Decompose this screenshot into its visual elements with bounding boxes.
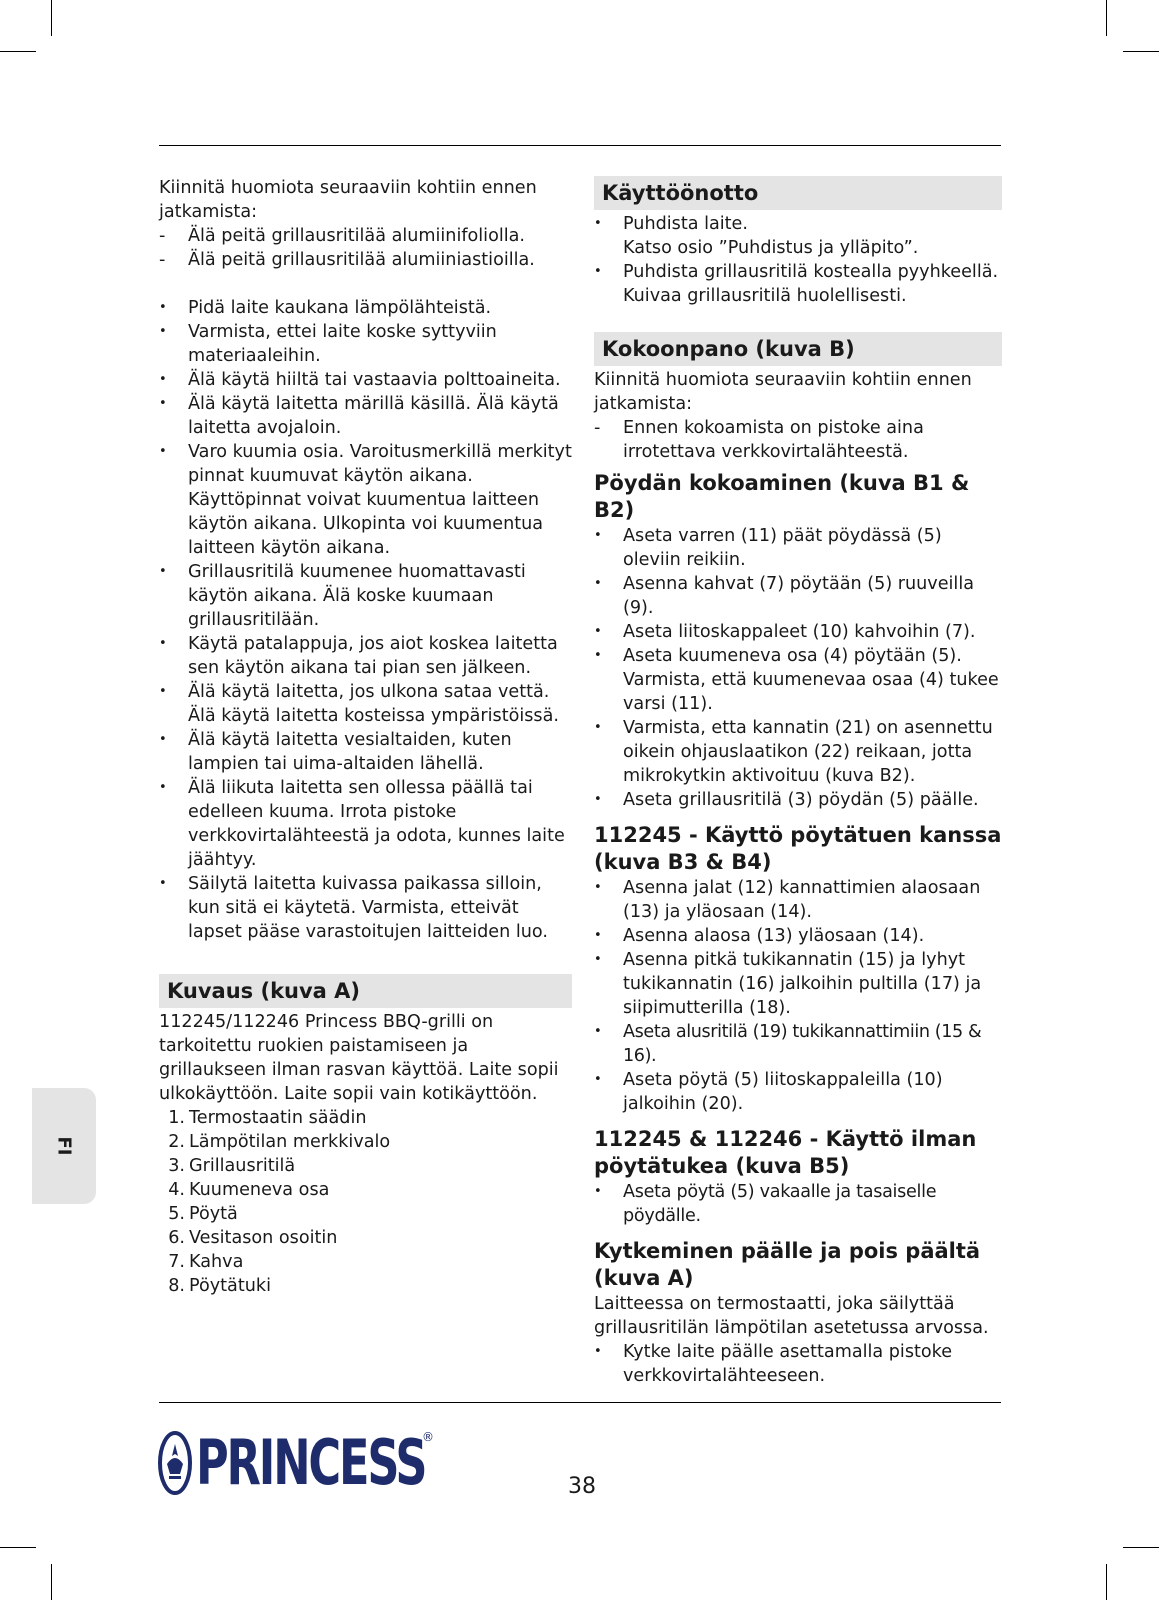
list-item: • Puhdista grillausritilä kostealla pyyhkeellä. Kuivaa grillausritilä huolellisesti.: [594, 262, 999, 306]
crop-mark: [51, 0, 52, 36]
list-item: • Aseta grillausritilä (3) pöydän (5) päälle.: [594, 790, 979, 810]
registered-mark: ®: [422, 1430, 434, 1444]
crop-mark: [1123, 51, 1159, 52]
section-title-kuvaus: Kuvaus (kuva A): [159, 974, 572, 1008]
list-item: • Puhdista laite. Katso osio ”Puhdistus ja ylläpito”.: [594, 214, 919, 258]
list-item: • Käytä patalappuja, jos aiot koskea laitetta sen käytön aikana tai pian sen jälkeen.: [159, 634, 558, 678]
right-column: [594, 176, 1002, 1388]
kokoonpano-dash-list: [594, 416, 1002, 464]
list-item: • Aseta pöytä (5) liitoskappaleilla (10) jalkoihin (20).: [594, 1070, 943, 1114]
kokoonpano-intro: jatkamista:: [594, 394, 693, 414]
list-item: • Grillausritilä kuumenee huomattavasti käytön aikana. Älä koske kuumaan grillausritilään.: [159, 562, 526, 630]
parts-list: [159, 1106, 572, 1298]
princess-logo: [158, 1428, 515, 1498]
list-item: • Asenna alaosa (13) yläosaan (14).: [594, 926, 925, 946]
list-item: • Aseta kuumeneva osa (4) pöytään (5). Varmista, että kuumenevaa osaa (4) tukee varsi (11).: [594, 646, 999, 714]
list-item: • Aseta alusritilä (19) tukikannattimiin (15 & 16).: [594, 1022, 982, 1066]
list-item: • Pidä laite kaukana lämpölähteistä.: [159, 298, 492, 318]
list-item: • Säilytä laitetta kuivassa paikassa silloin, kun sitä ei käytetä. Varmista, etteivät lapset pääse varastoitujen laitteiden luo.: [159, 874, 548, 942]
list-item: • Asenna kahvat (7) pöytään (5) ruuveilla (9).: [594, 574, 974, 618]
subsection-title-b34: 112245 - Käyttö pöytätuen kanssa (kuva B3 & B4): [594, 823, 1002, 874]
list-item: • Asenna jalat (12) kannattimien alaosaan (13) ja yläosaan (14).: [594, 878, 981, 922]
logo-wordmark: PRINCESS: [196, 1426, 426, 1499]
crop-mark: [0, 51, 36, 52]
poydan-list: [594, 524, 1002, 812]
list-item: • Aseta liitoskappaleet (10) kahvoihin (7).: [594, 622, 976, 642]
page-number: 38: [568, 1474, 596, 1499]
list-item: • Älä käytä laitetta vesialtaiden, kuten lampien tai uima-altaiden lähellä.: [159, 730, 512, 774]
list-item: 7. Kahva: [168, 1252, 244, 1272]
list-item: • Älä liikuta laitetta sen ollessa päällä tai edelleen kuuma. Irrota pistoke verkkovirtalähteestä ja odota, kunnes laite jäähtyy.: [159, 778, 565, 870]
intro-line: Kiinnitä huomiota seuraaviin kohtiin ennen: [159, 178, 537, 198]
list-item: • Aseta varren (11) päät pöydässä (5) oleviin reikiin.: [594, 526, 942, 570]
list-item: • Älä käytä laitetta, jos ulkona sataa vettä. Älä käytä laitetta kosteissa ympäristöissä.: [159, 682, 559, 726]
list-item: • Kytke laite päälle asettamalla pistoke verkkovirtalähteeseen.: [594, 1342, 953, 1386]
list-item: • Älä käytä hiiltä tai vastaavia polttoaineita.: [159, 370, 561, 390]
safety-list: [159, 296, 572, 944]
intro-line: jatkamista:: [159, 202, 258, 222]
subsection-title-b5: 112245 & 112246 - Käyttö ilman pöytätukea (kuva B5): [594, 1127, 977, 1178]
list-item: • Älä käytä laitetta märillä käsillä. Älä käytä laitetta avojaloin.: [159, 394, 559, 438]
footer-rule: [159, 1402, 1001, 1403]
kytkeminen-list: [594, 1340, 1002, 1388]
crop-mark: [0, 1547, 36, 1548]
kytkeminen-text: Laitteessa on termostaatti, joka säilyttää: [594, 1294, 955, 1314]
list-item: 8. Pöytätuki: [168, 1276, 271, 1296]
list-item: - Älä peitä grillausritilää alumiinifoliolla.: [159, 226, 525, 246]
section-title-kayttoonotto: Käyttöönotto: [594, 176, 1002, 210]
crop-mark: [1106, 1564, 1107, 1600]
crop-mark: [51, 1564, 52, 1600]
header-rule: [159, 145, 1001, 146]
crop-mark: [1106, 0, 1107, 36]
list-item: 6. Vesitason osoitin: [168, 1228, 338, 1248]
section-title-kokoonpano: Kokoonpano (kuva B): [594, 332, 1002, 366]
list-item: - Ennen kokoamista on pistoke aina irrotettava verkkovirtalähteestä.: [594, 418, 924, 462]
language-tab: FI: [32, 1088, 96, 1204]
list-item: 2. Lämpötilan merkkivalo: [168, 1132, 391, 1152]
kayttoonotto-list: [594, 212, 1002, 308]
left-column: [159, 176, 572, 1298]
crop-mark: [1123, 1547, 1159, 1548]
b5-list: [594, 1180, 1002, 1228]
kytkeminen-text: grillausritilän lämpötilan asetetussa arvossa.: [594, 1318, 989, 1338]
list-item: • Varo kuumia osia. Varoitusmerkillä merkityt pinnat kuumuvat käytön aikana. Käyttöpinnat voivat kuumentua laitteen käytön aikana. Ulkopinta voi kuumentua laitteen käytön aikana.: [159, 442, 572, 558]
list-item: 1. Termostaatin säädin: [168, 1108, 367, 1128]
dash-list: [159, 224, 572, 272]
kuvaus-text: 112245/112246 Princess BBQ-grilli on tarkoitettu ruokien paistamiseen ja grillaukseen ilman rasvan käyttöä. Laite sopii ulkokäyttöön. Laite sopii vain kotikäyttöön.: [159, 1012, 559, 1104]
crown-emblem-icon: [158, 1430, 192, 1496]
list-item: • Asenna pitkä tukikannatin (15) ja lyhyt tukikannatin (16) jalkoihin pultilla (17) ja siipimutterilla (18).: [594, 950, 982, 1018]
subsection-title-kytkeminen: Kytkeminen päälle ja pois päältä (kuva A): [594, 1239, 981, 1290]
list-item: • Varmista, etta kannatin (21) on asennettu oikein ohjauslaatikon (22) reikaan, jotta mikrokytkin aktivoituu (kuva B2).: [594, 718, 993, 786]
list-item: 3. Grillausritilä: [168, 1156, 296, 1176]
kokoonpano-intro: Kiinnitä huomiota seuraaviin kohtiin ennen: [594, 370, 972, 390]
list-item: 4. Kuumeneva osa: [168, 1180, 330, 1200]
list-item: - Älä peitä grillausritilää alumiiniastioilla.: [159, 250, 535, 270]
subsection-title-poydan: Pöydän kokoaminen (kuva B1 & B2): [594, 471, 970, 522]
b34-list: [594, 876, 1002, 1116]
list-item: • Aseta pöytä (5) vakaalle ja tasaiselle pöydälle.: [594, 1182, 937, 1226]
list-item: 5. Pöytä: [168, 1204, 238, 1224]
list-item: • Varmista, ettei laite koske syttyviin materiaaleihin.: [159, 322, 497, 366]
